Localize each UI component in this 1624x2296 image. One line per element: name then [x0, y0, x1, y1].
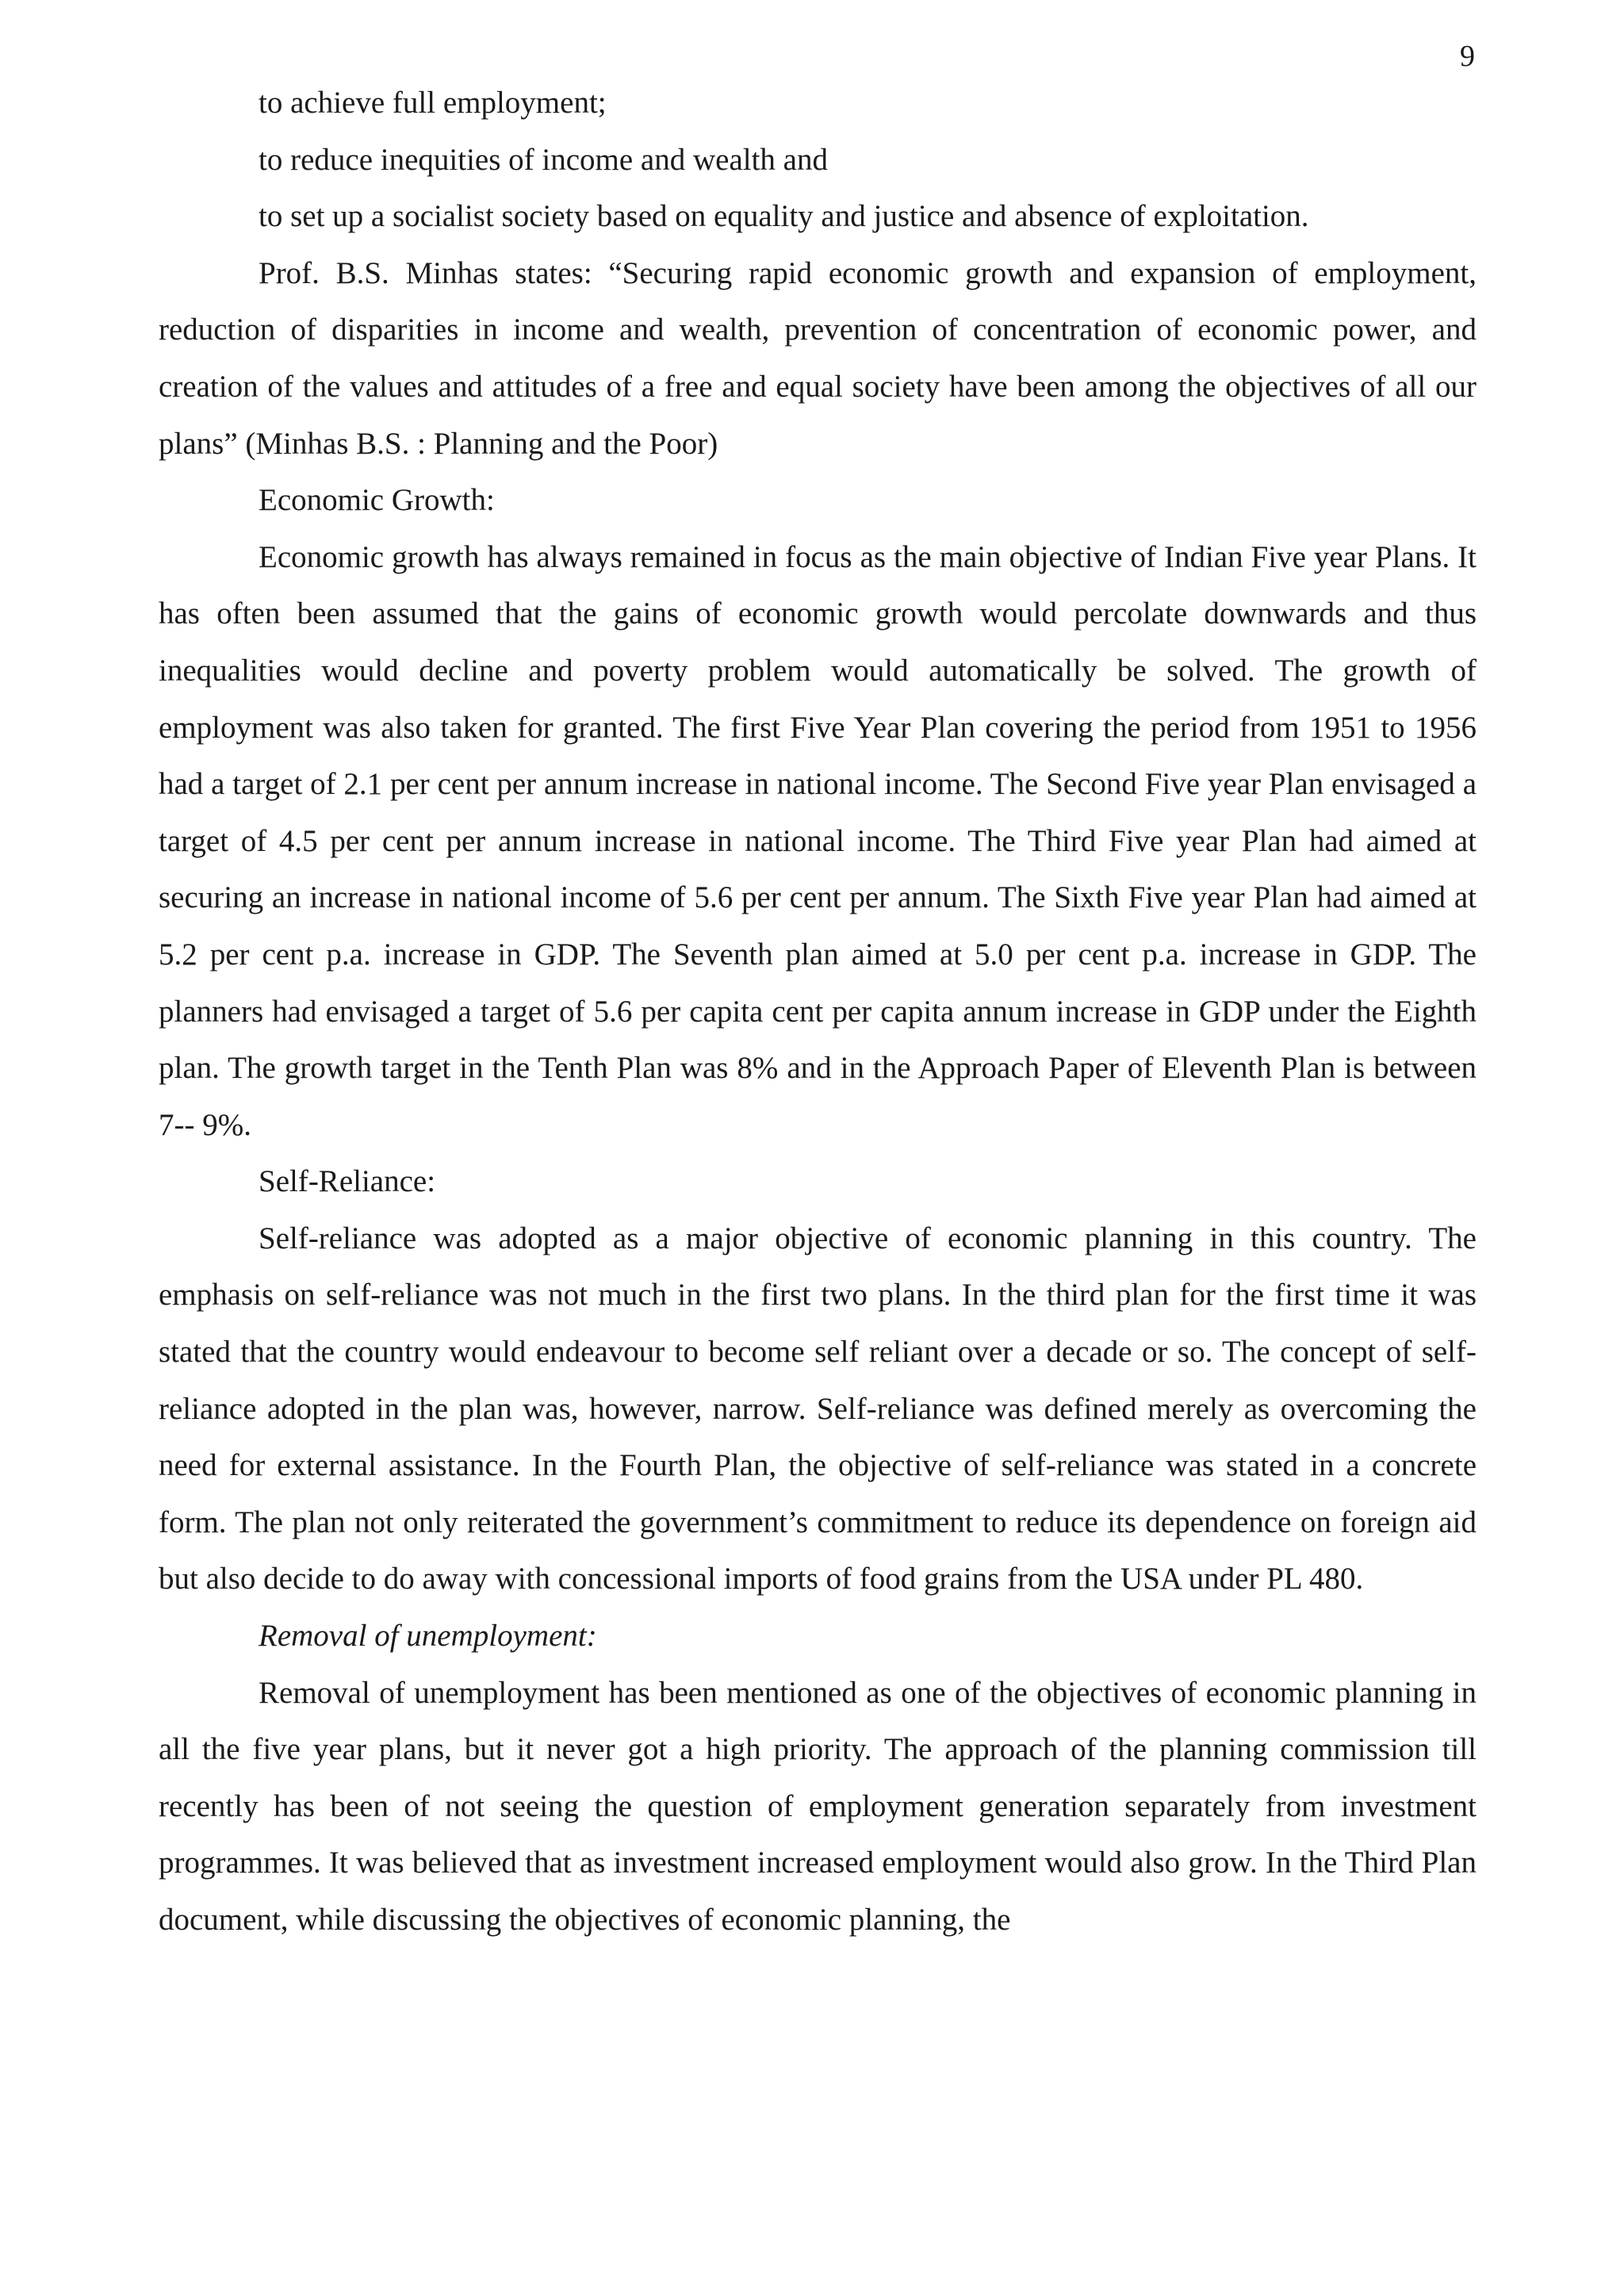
- document-body: [159, 75, 1477, 1949]
- paragraph-economic-growth: Economic growth has always remained in focus as the main objective of Indian Five year Plans. It has often been assumed that the gains of economic growth would percolate downwards and thus inequalities would decline and poverty problem would automatically be solved. The growth of employment was also taken for granted. The first Five Year Plan covering the period from 1951 to 1956 had a target of 2.1 per cent per annum increase in national income. The Second Five year Plan envisaged a target of 4.5 per cent per annum increase in national income. The Third Five year Plan had aimed at securing an increase in national income of 5.6 per cent per annum. The Sixth Five year Plan had aimed at 5.2 per cent p.a. increase in GDP. The Seventh plan aimed at 5.0 per cent p.a. increase in GDP. The planners had envisaged a target of 5.6 per capita cent per capita annum increase in GDP under the Eighth plan. The growth target in the Tenth Plan was 8% and in the Approach Paper of Eleventh Plan is between 7-- 9%.: [159, 539, 1477, 1142]
- section-heading-economic-growth: Economic Growth:: [259, 483, 495, 518]
- list-item: to reduce inequities of income and wealth and: [259, 142, 828, 177]
- quote-paragraph: Prof. B.S. Minhas states: “Securing rapid economic growth and expansion of employment, reduction of disparities in income and wealth, prevention of concentration of economic power, and creation of the values and attitudes of a free and equal society have been among the objectives of all our plans” (Minhas B.S. : Planning and the Poor): [159, 255, 1477, 461]
- section-heading-removal-of-unemployment: Removal of unemployment:: [259, 1619, 597, 1654]
- page-number: 9: [1460, 40, 1475, 73]
- paragraph-removal-of-unemployment: Removal of unemployment has been mentioned as one of the objectives of economic planning in all the five year plans, but it never got a high priority. The approach of the planning commission till recently has been of not seeing the question of employment generation separately from investment programmes. It was believed that as investment increased employment would also grow. In the Third Plan document, while discussing the objectives of economic planning, the: [159, 1675, 1477, 1937]
- list-item: to set up a socialist society based on equality and justice and absence of exploitation.: [259, 199, 1309, 234]
- section-heading-self-reliance: Self-Reliance:: [259, 1164, 436, 1199]
- list-item: to achieve full employment;: [259, 86, 607, 120]
- paragraph-self-reliance: Self-reliance was adopted as a major objective of economic planning in this country. The emphasis on self-reliance was not much in the first two plans. In the third plan for the first time it was stated that the country would endeavour to become self reliant over a decade or so. The concept of self-reliance adopted in the plan was, however, narrow. Self-reliance was defined merely as overcoming the need for external assistance. In the Fourth Plan, the objective of self-reliance was stated in a concrete form. The plan not only reiterated the government’s commitment to reduce its dependence on foreign aid but also decide to do away with concessional imports of food grains from the USA under PL 480.: [159, 1221, 1477, 1596]
